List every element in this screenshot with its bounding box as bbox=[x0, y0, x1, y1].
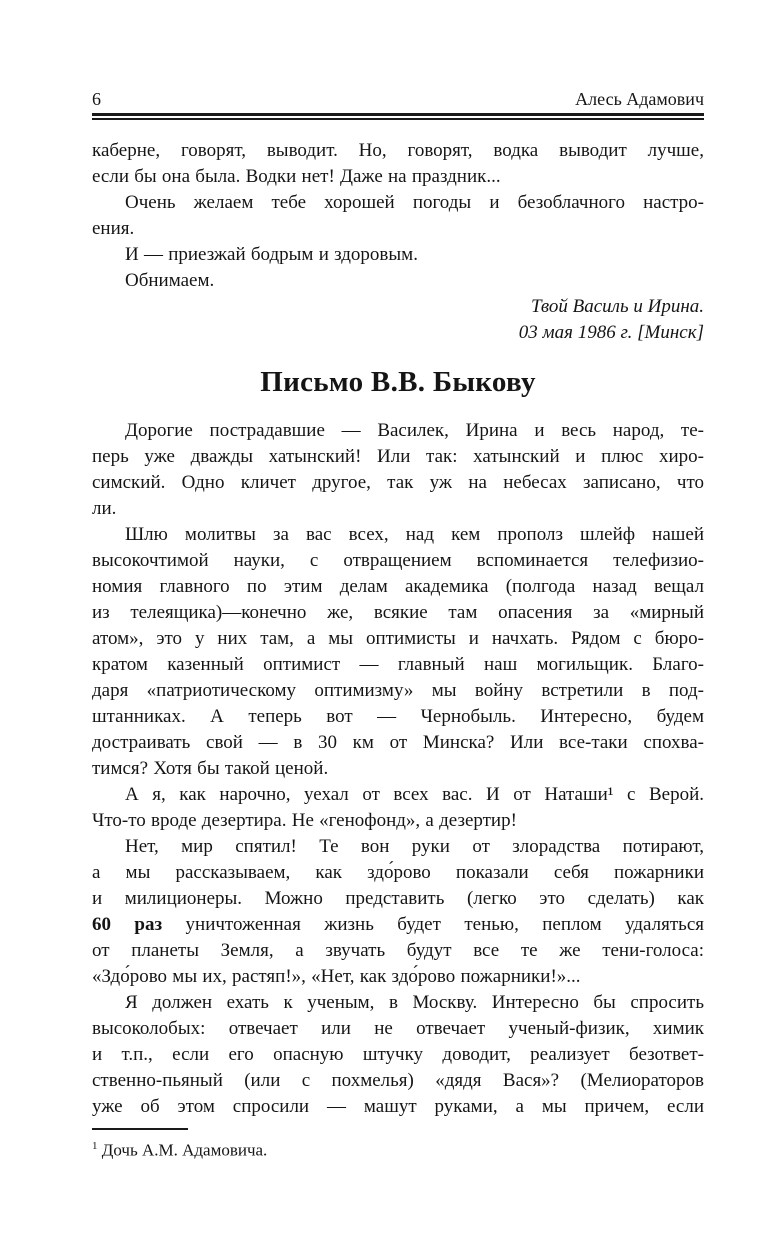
text-line: Шлю молитвы за вас всех, над кем прополз шлейф нашей bbox=[125, 524, 704, 545]
running-header bbox=[92, 0, 704, 110]
header-rule bbox=[92, 113, 704, 120]
text-line: высокочтимой науки, с отвращением вспоминается телефизио- bbox=[92, 550, 704, 571]
footnote bbox=[92, 1135, 704, 1162]
letter-body bbox=[92, 418, 704, 1120]
footnote-text: Дочь А.М. Адамовича. bbox=[97, 1140, 268, 1160]
footnote-separator bbox=[92, 1128, 188, 1130]
text-line: если бы она была. Водки нет! Даже на праздник... bbox=[92, 166, 501, 187]
text-line: И — приезжай бодрым и здоровым. bbox=[125, 244, 418, 265]
text-line: атом», это у них там, а мы оптимисты и начхать. Рядом с бюро- bbox=[92, 628, 704, 649]
page-number: 6 bbox=[92, 89, 101, 109]
text-line: высоколобых: отвечает или не отвечает ученый-физик, химик bbox=[92, 1018, 704, 1039]
text-line: Очень желаем тебе хорошей погоды и безоблачного настро- bbox=[125, 192, 704, 213]
signature-line-2: 03 мая 1986 г. [Минск] bbox=[518, 322, 704, 343]
text-line: уже об этом спросили — машут руками, а мы причем, если bbox=[92, 1096, 704, 1117]
text-line: даря «патриотическому оптимизму» мы войну встретили в под- bbox=[92, 680, 704, 701]
text-line: ения. bbox=[92, 218, 135, 239]
text-line: из телеящика)—конечно же, всякие там опасения за «мирный bbox=[92, 602, 704, 623]
text-line: перь уже дважды хатынский! Или так: хатынский и плюс хиро- bbox=[92, 446, 704, 467]
text-line: Я должен ехать к ученым, в Москву. Интересно бы спросить bbox=[125, 992, 704, 1013]
text-line bbox=[92, 912, 704, 938]
text-line: ственно-пьяный (или с похмелья) «дядя Вася»? (Мелиораторов bbox=[92, 1070, 704, 1091]
text-fragment: уничтоженная жизнь будет тенью, пеплом удаляться bbox=[162, 914, 705, 935]
text-line: Что-то вроде дезертира. Не «генофонд», а дезертир! bbox=[92, 810, 517, 831]
text-line: А я, как нарочно, уехал от всех вас. И от Наташи¹ с Верой. bbox=[125, 784, 704, 805]
text-line: тимся? Хотя бы такой ценой. bbox=[92, 758, 329, 779]
text-line: «Здо́рово мы их, растяп!», «Нет, как здо́рово пожарники!»... bbox=[92, 966, 581, 987]
signature-line-1: Твой Василь и Ирина. bbox=[531, 296, 704, 317]
letter-closing bbox=[92, 138, 704, 346]
text-column bbox=[92, 0, 704, 1162]
text-line: и т.п., если его опасную штучку доводит, реализует безответ- bbox=[92, 1044, 704, 1065]
footnote-marker: 1 bbox=[92, 1140, 98, 1152]
text-line: от планеты Земля, а звучать будут все те же тени-голоса: bbox=[92, 940, 704, 961]
text-line: штанниках. А теперь вот — Чернобыль. Интересно, будем bbox=[92, 706, 704, 727]
running-header-author: Алесь Адамович bbox=[575, 89, 704, 109]
text-line: а мы рассказываем, как здо́рово показали себя пожарники bbox=[92, 862, 704, 883]
text-line: достраивать свой — в 30 км от Минска? Или все-таки спохва- bbox=[92, 732, 704, 753]
bold-fragment: 60 раз bbox=[92, 914, 163, 935]
text-line: кратом казенный оптимист — главный наш могильщик. Благо- bbox=[92, 654, 704, 675]
text-line: каберне, говорят, выводит. Но, говорят, водка выводит лучше, bbox=[92, 140, 704, 161]
text-line: Нет, мир спятил! Те вон руки от злорадства потирают, bbox=[125, 836, 704, 857]
text-line: симский. Одно кличет другое, так уж на небесах записано, что bbox=[92, 472, 704, 493]
text-line: Обнимаем. bbox=[125, 270, 215, 291]
text-line: и милиционеры. Можно представить (легко это сделать) как bbox=[92, 888, 704, 909]
text-line: ли. bbox=[92, 498, 117, 519]
text-line: Дорогие пострадавшие — Василек, Ирина и весь народ, те- bbox=[125, 420, 704, 441]
section-title: Письмо В.В. Быкову bbox=[260, 366, 536, 398]
text-line: номия главного по этим делам академика (полгода назад вещал bbox=[92, 576, 704, 597]
